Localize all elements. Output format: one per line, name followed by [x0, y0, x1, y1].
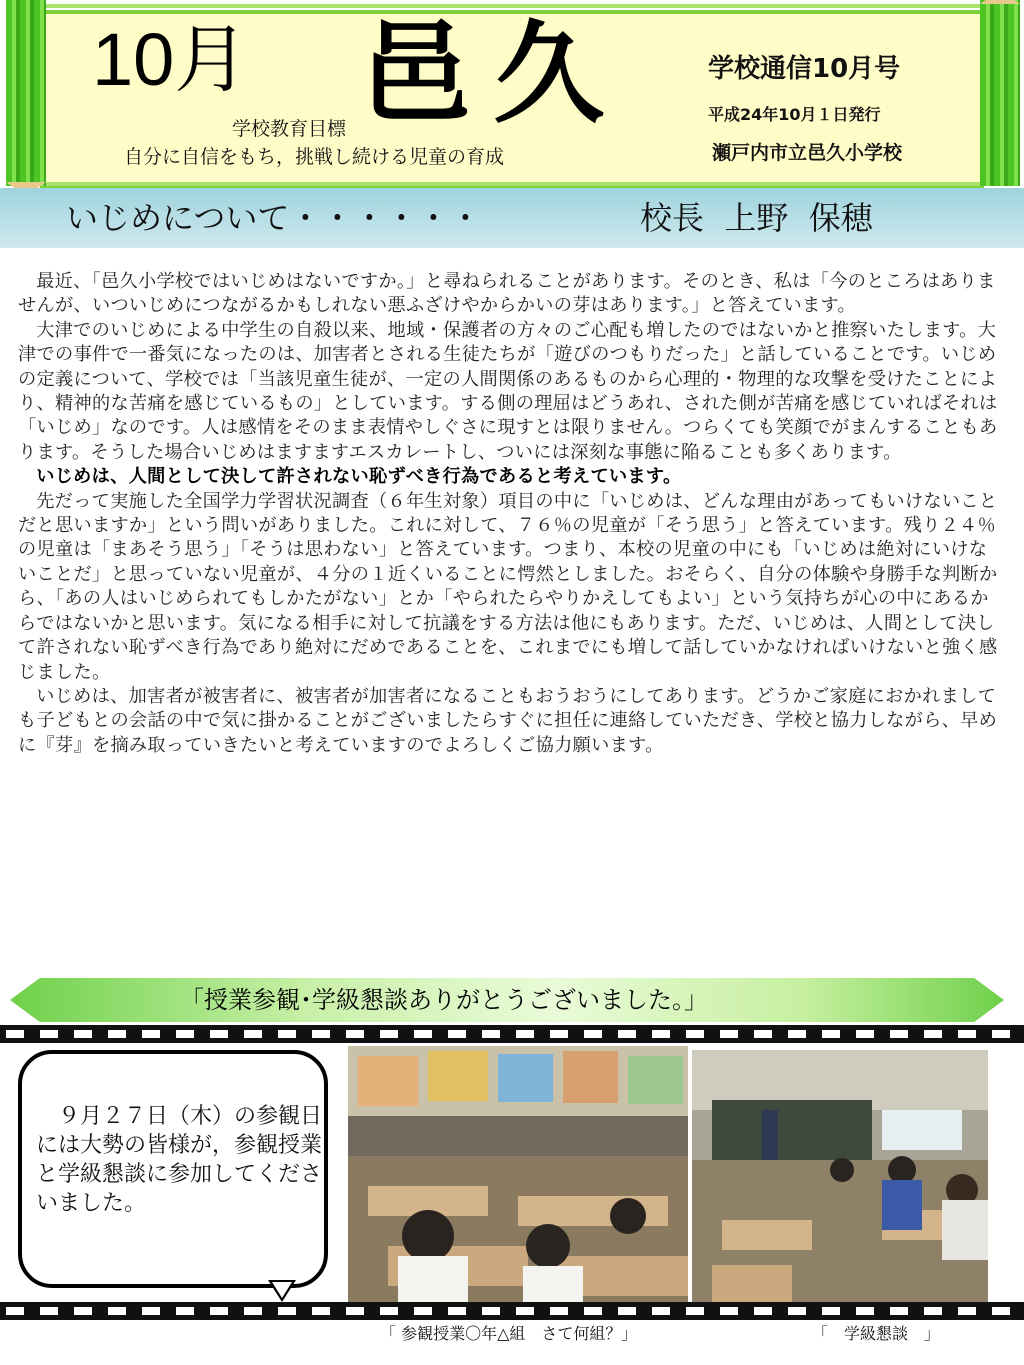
issue-title: 学校通信10月号: [708, 54, 901, 84]
issue-date: 平成24年10月１日発行: [708, 105, 881, 124]
month-label: 10月: [92, 18, 249, 101]
education-goal-heading: 学校教育目標: [232, 118, 347, 140]
article-paragraph: 大津でのいじめによる中学生の自殺以来、地域・保護者の方々のご心配も増したのではないかと推察いたします。大津での事件で一番気になったのは、加害者とされる生徒たちが「遊びのつもりだった」と話していることです。いじめの定義について、学校では「当該児童生徒が、一定の人間関係のあるものから心理的・物理的な攻撃を受けたことにより、精神的な苦痛を感じているもの」としています。する側の理屈はどうあれ、された側が苦痛を感じていればそれは「いじめ」なのです。人は感情をそのまま表情やしぐさに現すとは限りません。つらくても笑顔でがまんすることもあります。そうした場合いじめはますますエスカレートし、ついには深刻な事態に陥ることも多くあります。: [18, 319, 998, 463]
article-paragraph: いじめは、加害者が被害者に、被害者が加害者になることもおうおうにしてあります。どうかご家庭におかれましても子どもとの会話の中で気に掛かることがございましたらすぐに担任に連絡していただき、学校と協力しながら、早めに『芽』を摘み取っていきたいと考えていますのでよろしくご協力願います。: [18, 685, 998, 756]
article-emphasis: いじめは、人間として決して許されない恥ずべき行為であると考えています。: [36, 466, 682, 488]
section-title: いじめについて・・・・・・: [66, 199, 482, 237]
meeting-photo: [692, 1050, 988, 1302]
article-paragraph: 最近、「邑久小学校ではいじめはないですか。」と尋ねられることがあります。そのとき、私は「今のところはありませんが、いついじめにつながるかもしれない悪ふざけやからかいの芽はあります。」と答えています。: [18, 271, 996, 317]
school-name-title: 邑久: [360, 10, 628, 138]
issue-school-name: 瀬戸内市立邑久小学校: [712, 142, 903, 164]
newsletter-header: [0, 0, 1024, 186]
photo-caption: 「 参観授業〇年△組 さて何組？」: [380, 1324, 638, 1343]
header-stripe: [40, 4, 984, 8]
classroom-photo: [348, 1046, 688, 1302]
principal-name: 校長 上野 保穂: [640, 199, 873, 237]
film-strip: [0, 1302, 1024, 1320]
photo-caption: 「 学級懇談 」: [812, 1324, 941, 1343]
header-stripe: [40, 182, 984, 186]
pencil-icon: [980, 0, 1020, 186]
article-paragraph: 先だって実施した全国学力学習状況調査（６年生対象）項目の中に「いじめは、どんな理由があってもいけないことだと思いますか」という問いがありました。これに対して、７６％の児童が「そう思う」と答えています。残り２４％の児童は「まあそう思う」「そうは思わない」と答えています。つまり、本校の児童の中にも「いじめは絶対にいけないことだ」と思っていない児童が、４分の１近くいることに愕然としました。おそらく、自分の体験や身勝手な判断から、「あの人はいじめられてもしかたがない」とか「やられたらやりかえしてもよい」という気持ちが心の中にあるからではないかと思います。気になる相手に対して抗議をする方法は他にもあります。ただ、いじめは、人間として決して許されない恥ずべき行為であり絶対にだめであることを、これまでにも増して話していかなければいけないと強く感じました。: [18, 490, 998, 683]
event-title: 「授業参観･学級懇談ありがとうございました。」: [180, 986, 708, 1014]
speech-bubble-text: ９月２７日（木）の参観日には大勢の皆様が，参観授業と学級懇談に参加してくださいました。: [36, 1104, 323, 1216]
article-body: [18, 270, 998, 758]
pencil-icon: [6, 0, 46, 186]
speech-bubble-tail: [272, 1282, 292, 1298]
film-strip: [0, 1025, 1024, 1043]
education-goal-text: 自分に自信をもち，挑戦し続ける児童の育成: [124, 146, 505, 168]
